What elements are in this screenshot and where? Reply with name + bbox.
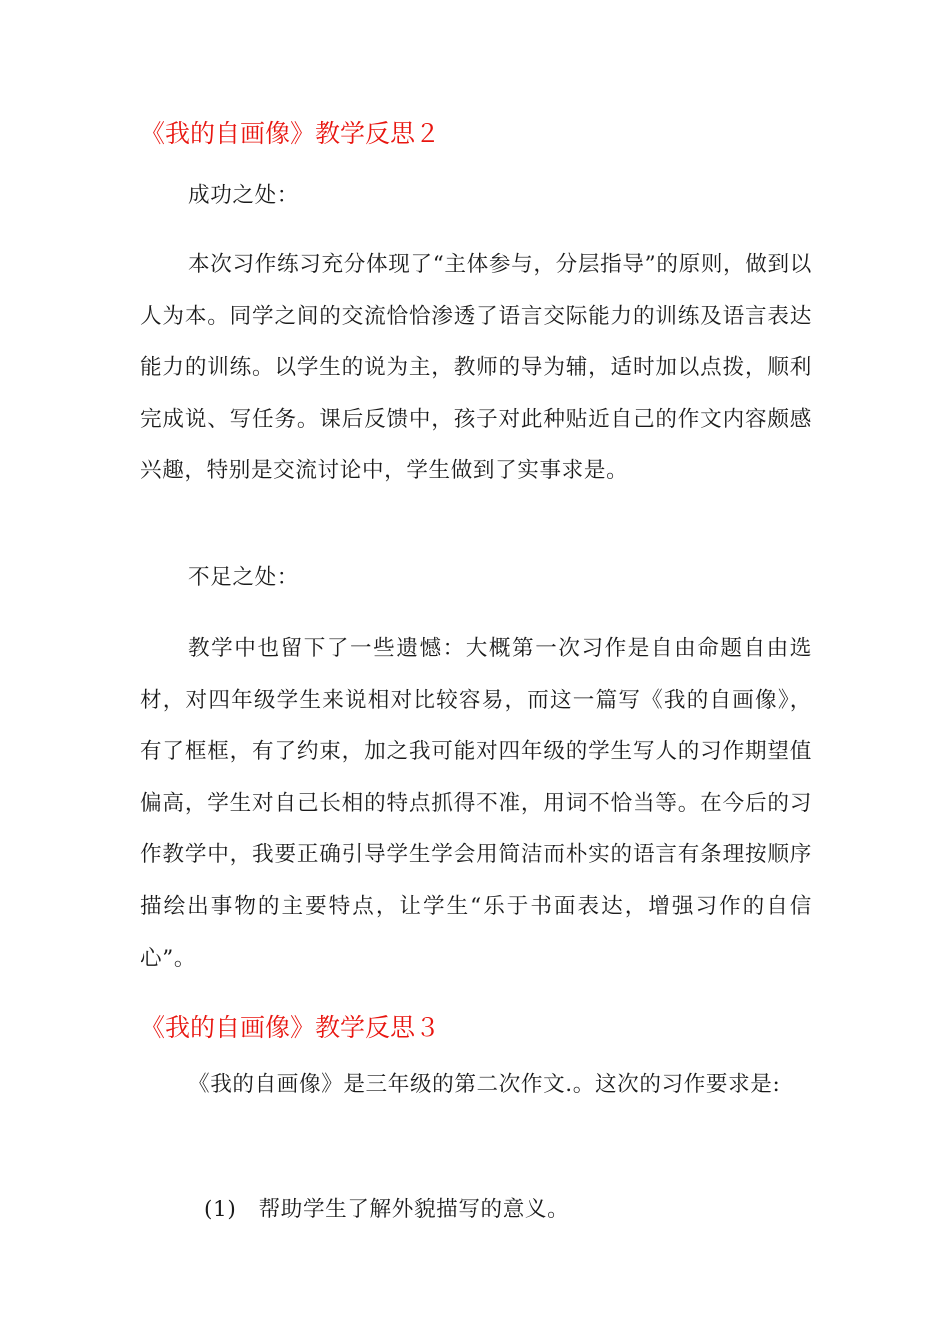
success-label: 成功之处： [188,183,299,208]
shortcoming-paragraph: 教学中也留下了一些遗憾：大概第一次习作是自由命题自由选材，对四年级学生来说相对比较容易，而这一篇写《我的自画像》，有了框框，有了约束，加之我可能对四年级的学生写人的习作期望值偏高，学生对自己长相的特点抓得不准，用词不恰当等。在今后的习作教学中，我要正确引导学生学会用简洁而朴实的语言有条理按顺序描绘出事物的主要特点，让学生“乐于书面表达，增强习作的自信心”。 [140,636,812,971]
success-paragraph: 本次习作练习充分体现了“主体参与，分层指导”的原则，做到以人为本。同学之间的交流恰恰渗透了语言交际能力的训练及语言表达能力的训练。以学生的说为主，教师的导为辅，适时加以点拨，顺利完成说、写任务。课后反馈中，孩子对此种贴近自己的作文内容颇感兴趣，特别是交流讨论中，学生做到了实事求是。 [140,252,812,484]
section-2-heading: 《我的自画像》教学反思２ [140,119,441,148]
requirement-item-1: (1) 帮助学生了解外貌描写的意义。 [204,1197,570,1222]
section-3-intro: 《我的自画像》是三年级的第二次作文.。这次的习作要求是: [188,1072,781,1097]
shortcoming-label: 不足之处： [188,565,299,590]
section-3-heading: 《我的自画像》教学反思３ [140,1013,441,1042]
